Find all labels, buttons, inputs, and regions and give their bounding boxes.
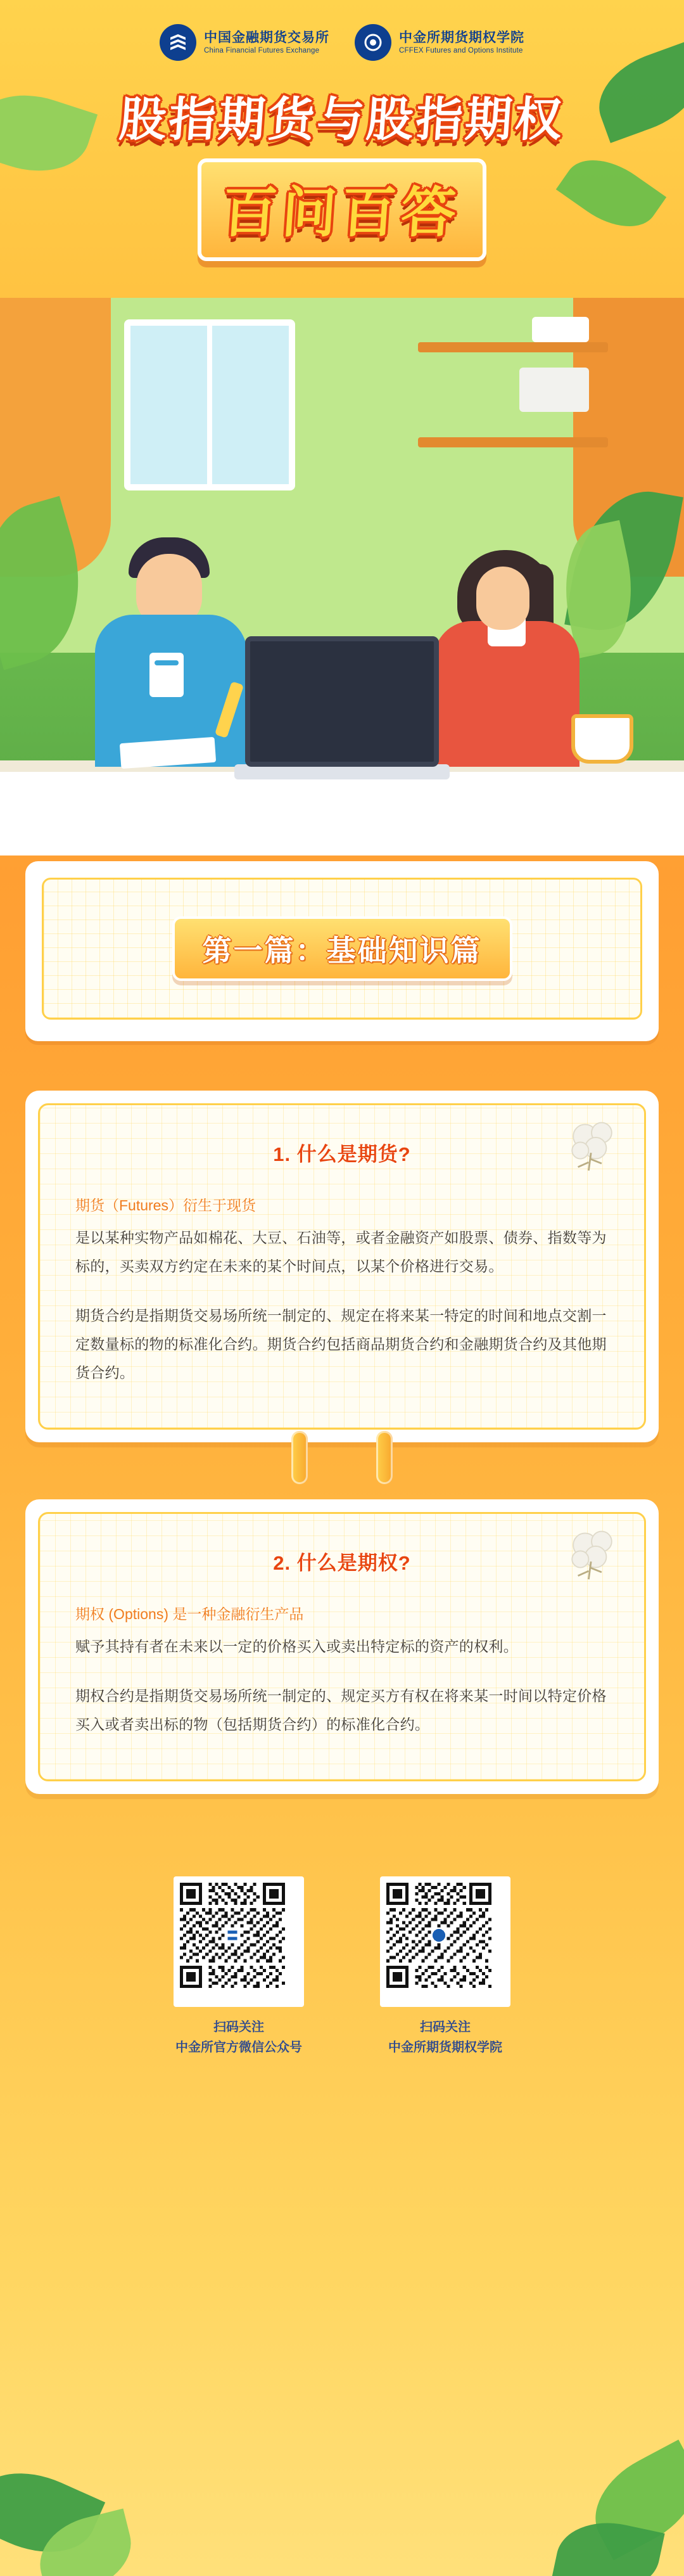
qr-block-institute bbox=[380, 1876, 510, 2058]
qr-caption-line1: 扫码关注 bbox=[213, 2020, 264, 2035]
laptop bbox=[245, 636, 439, 767]
logo-bar bbox=[0, 0, 684, 61]
section-banner-label: 第一篇：基础知识篇 bbox=[202, 934, 482, 967]
qa-card-inner bbox=[38, 1103, 646, 1430]
logo-institute-en: CFFEX Futures and Options Institute bbox=[399, 46, 523, 54]
hero-header bbox=[0, 0, 684, 855]
logo-institute-cn: 中金所期货期权学院 bbox=[399, 30, 524, 45]
cffex-institute-logo-icon bbox=[355, 24, 391, 61]
cotton-flower-icon bbox=[557, 1524, 628, 1585]
qa-card bbox=[25, 1499, 659, 1794]
window bbox=[124, 319, 295, 490]
cotton-flower-icon bbox=[557, 1115, 628, 1176]
qa-card-inner bbox=[38, 1512, 646, 1781]
logo-cffex-en: China Financial Futures Exchange bbox=[204, 46, 320, 54]
poster-title-line2: 百问百答 bbox=[220, 183, 463, 243]
clip-decoration bbox=[376, 1431, 393, 1484]
section-banner-region bbox=[0, 855, 684, 1041]
clip-decoration bbox=[291, 1431, 308, 1484]
footer-qr-section bbox=[0, 1851, 684, 2096]
shelf-box bbox=[519, 368, 589, 412]
qr-code-icon[interactable] bbox=[380, 1876, 510, 2007]
poster-title-line1: 股指期货与股指期权 bbox=[117, 93, 566, 146]
qa-question-title: 1. 什么是期货? bbox=[273, 1143, 411, 1165]
logo-cffex bbox=[160, 24, 329, 61]
qr-caption-line2: 中金所期货期权学院 bbox=[388, 2041, 502, 2055]
person-left-badge bbox=[149, 653, 184, 697]
poster-title-line2-frame bbox=[198, 158, 486, 261]
shelf-box-top bbox=[532, 317, 589, 342]
qa-card bbox=[25, 1091, 659, 1442]
qr-caption-line1: 扫码关注 bbox=[420, 2020, 471, 2035]
logo-cffex-cn: 中国金融期货交易所 bbox=[204, 30, 329, 45]
poster-title bbox=[0, 82, 684, 261]
qa-lead-text: 期权 (Options) 是一种金融衍生产品 bbox=[75, 1605, 304, 1622]
qa-paragraph: 是以某种实物产品如棉花、大豆、石油等，或者金融资产如股票、债券、指数等为标的，买卖双方约定在未来的某个时间点，以某个价格进行交易。 bbox=[75, 1229, 607, 1274]
qa-paragraph: 期货合约是指期货交易场所统一制定的、规定在将来某一特定的时间和地点交割一定数量标的物的标准化合约。期货合约包括商品期货合约和金融期货合约及其他期货合约。 bbox=[75, 1307, 607, 1381]
logo-institute bbox=[355, 24, 524, 61]
cffex-logo-icon bbox=[160, 24, 196, 61]
shelf-top bbox=[418, 342, 608, 352]
qa-card-list bbox=[0, 1041, 684, 1794]
section-banner-chip bbox=[172, 916, 512, 981]
section-banner bbox=[25, 861, 659, 1041]
qr-block-official bbox=[174, 1876, 304, 2058]
qa-question-title: 2. 什么是期权? bbox=[273, 1551, 411, 1574]
qr-code-icon[interactable] bbox=[174, 1876, 304, 2007]
shelf-bottom bbox=[418, 437, 608, 447]
qr-caption-line2: 中金所官方微信公众号 bbox=[175, 2041, 302, 2055]
qa-lead-text: 期货（Futures）衍生于现货 bbox=[75, 1197, 256, 1214]
person-right-head bbox=[476, 567, 529, 630]
section-banner-inner bbox=[42, 878, 642, 1020]
hero-illustration bbox=[0, 298, 684, 855]
coffee-cup bbox=[571, 714, 633, 764]
qa-paragraph: 赋予其持有者在未来以一定的价格买入或卖出特定标的资产的权利。 bbox=[75, 1637, 518, 1655]
qa-paragraph: 期权合约是指期货交易场所统一制定的、规定买方有权在将来某一时间以特定价格买入或者卖出标的物（包括期货合约）的标准化合约。 bbox=[75, 1688, 607, 1733]
